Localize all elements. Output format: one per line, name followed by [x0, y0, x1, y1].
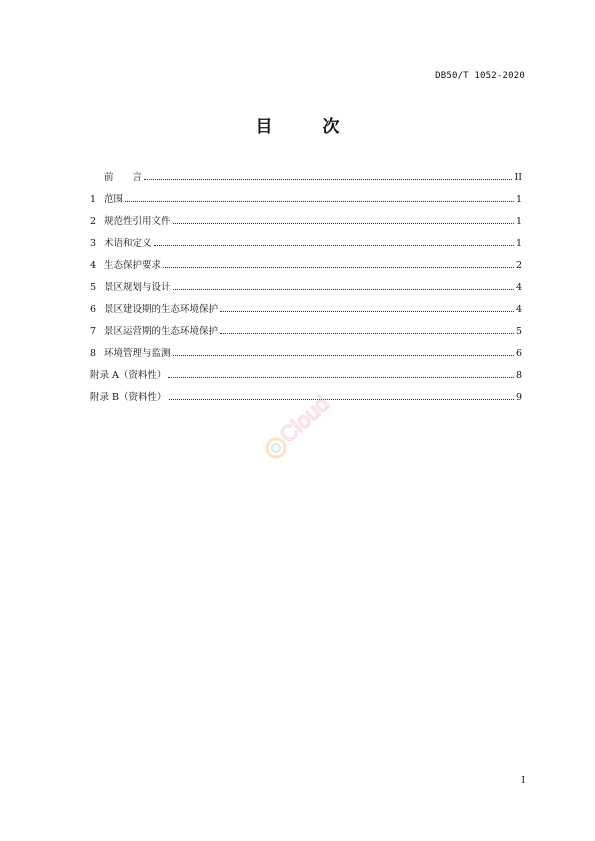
toc-page: 9 — [515, 392, 522, 403]
toc-number: 4 — [90, 260, 97, 271]
toc-leader — [168, 377, 514, 378]
toc-number: 1 — [90, 194, 97, 205]
watermark-text: Cloud — [274, 390, 335, 448]
toc-number: 7 — [90, 326, 97, 337]
toc-leader — [154, 245, 514, 246]
toc-leader — [163, 267, 514, 268]
toc-leader — [125, 201, 514, 202]
toc-page: 2 — [515, 260, 522, 271]
doc-code: DB50/T 1052-2020 — [435, 71, 525, 81]
toc-label: 范围 — [104, 194, 124, 205]
toc-leader — [173, 355, 514, 356]
toc-label: 规范性引用文件 — [104, 216, 171, 227]
toc-leader — [173, 223, 514, 224]
toc-leader — [173, 289, 514, 290]
toc-entry-3[interactable] — [90, 235, 522, 257]
toc-label: 附录 A（资料性） — [90, 370, 167, 381]
page-number: I — [521, 776, 525, 786]
toc-leader — [220, 311, 514, 312]
toc-page: 1 — [515, 216, 522, 227]
toc-entry-5[interactable] — [90, 279, 522, 301]
toc-label: 景区运营期的生态环境保护 — [104, 326, 219, 337]
toc-entry-8[interactable] — [90, 345, 522, 367]
toc-number: 8 — [90, 348, 97, 359]
toc-leader — [220, 333, 514, 334]
toc-page: 1 — [515, 194, 522, 205]
page-title: 目 次 — [255, 117, 362, 137]
toc-label: 术语和定义 — [104, 238, 152, 249]
toc-page: II — [514, 172, 522, 183]
toc-label: 附录 B（资料性） — [90, 392, 167, 403]
toc-leader — [144, 179, 512, 180]
toc-number: 2 — [90, 216, 97, 227]
toc-page: 6 — [515, 348, 522, 359]
toc-page: 4 — [515, 304, 522, 315]
toc-page: 8 — [515, 370, 522, 381]
toc-label: 景区规划与设计 — [104, 282, 171, 293]
toc-label: 前 言 — [104, 172, 143, 183]
toc-entry-7[interactable] — [90, 323, 522, 345]
toc-number: 5 — [90, 282, 97, 293]
toc-entry-preface[interactable] — [90, 169, 522, 191]
toc-entry-4[interactable] — [90, 257, 522, 279]
toc-entry-1[interactable] — [90, 191, 522, 213]
toc-number: 6 — [90, 304, 97, 315]
toc-entry-6[interactable] — [90, 301, 522, 323]
toc-label: 环境管理与监测 — [104, 348, 171, 359]
toc-label: 生态保护要求 — [104, 260, 162, 271]
toc-label: 景区建设期的生态环境保护 — [104, 304, 219, 315]
toc-page: 4 — [515, 282, 522, 293]
toc-entry-2[interactable] — [90, 213, 522, 235]
toc-page: 1 — [515, 238, 522, 249]
toc-page: 5 — [515, 326, 522, 337]
table-of-contents — [90, 169, 522, 411]
watermark-logo — [260, 382, 355, 467]
toc-number: 3 — [90, 238, 97, 249]
